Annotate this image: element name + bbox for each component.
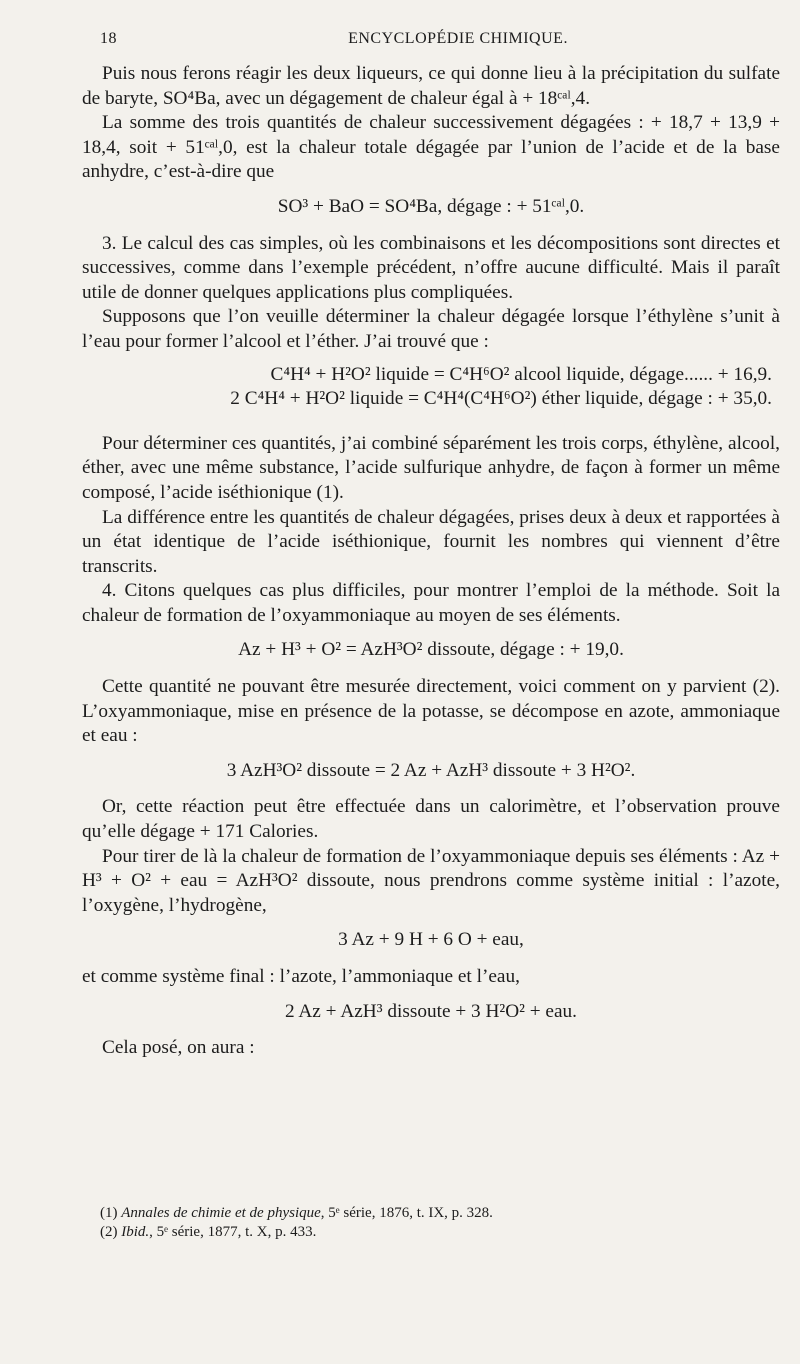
paragraph-difference: La différence entre les quantités de chaleur dégagées, prises deux à deux et rapportées à un état identique de l’acide iséthionique, fournit les nombres qui viennent d’être transcrits. [82, 506, 780, 577]
paragraph-conclusion: Cela posé, on aura : [102, 1037, 255, 1059]
footnote-1 [100, 1204, 770, 1223]
footnote-source: Ibid. [121, 1224, 150, 1240]
paragraph-section-3: 3. Le calcul des cas simples, où les combinaisons et les décompositions sont directes et successives, comme dans l’exemple précédent, n’offre aucune difficulté. Mais il paraît utile de donner quelques applications plus compliquées. [82, 232, 780, 303]
equation-oxyammonia-formation: Az + H³ + O² = AzH³O² dissoute, dégage : + 19,0. [238, 639, 624, 661]
paragraph-section-4: 4. Citons quelques cas plus difficiles, pour montrer l’emploi de la méthode. Soit la chaleur de formation de l’oxyammoniaque au moyen de ses éléments. [82, 580, 780, 626]
paragraph-final-system: et comme système final : l’azote, l’ammoniaque et l’eau, [82, 966, 520, 987]
footnotes [100, 1204, 770, 1242]
equation-ether: 2 C⁴H⁴ + H²O² liquide = C⁴H⁴(C⁴H⁶O²) éther liquide, dégage : + 35,0. [230, 388, 772, 410]
main-text [82, 62, 780, 1061]
paragraph-decomposition: Cette quantité ne pouvant être mesurée directement, voici comment on y parvient (2). L’oxyammoniaque, mise en présence de la potasse, se décompose en azote, ammoniaque et eau : [82, 676, 780, 747]
paragraph-ethylene: Supposons que l’on veuille déterminer la chaleur dégagée lorsque l’éthylène s’unit à l’eau pour former l’alcool et l’éther. J’ai trouvé que : [82, 306, 780, 352]
footnote-2 [100, 1223, 770, 1242]
footnote-mark: (2) [100, 1224, 118, 1240]
footnote-detail: , 5ᵉ série, 1877, t. X, p. 433. [149, 1224, 317, 1240]
paragraph-initial-system: Pour tirer de là la chaleur de formation de l’oxyammoniaque depuis ses éléments : Az + H³ + O² + eau = AzH³O² dissoute, nous prendrons comme système initial : l’azote, l’oxygène, l’hydrogène, [82, 845, 780, 916]
equation-group-ethylene [82, 363, 780, 412]
equation-baryte: SO³ + BaO = SO⁴Ba, dégage : + 51ᶜᵃˡ,0. [277, 195, 585, 217]
paragraph-isethionic: Pour déterminer ces quantités, j’ai combiné séparément les trois corps, éthylène, alcool, éther, avec une même substance, l’acide sulfurique anhydre, de façon à former un même composé, l’acide iséthionique (1). [82, 432, 780, 503]
equation-decomposition: 3 AzH³O² dissoute = 2 Az + AzH³ dissoute + 3 H²O². [226, 759, 636, 781]
footnote-mark: (1) [100, 1205, 118, 1221]
paragraph-precipitation: Puis nous ferons réagir les deux liqueurs, ce qui donne lieu à la précipitation du sulfate de baryte, SO⁴Ba, avec un dégagement de chaleur égal à + 18ᶜᵃˡ,4. [82, 63, 780, 109]
page-number: 18 [100, 30, 117, 47]
footnote-source: Annales de chimie et de physique [121, 1205, 321, 1221]
paragraph-heat-sum: La somme des trois quantités de chaleur successivement dégagées : + 18,7 + 13,9 + 18,4, soit + 51ᶜᵃˡ,0, est la chaleur totale dégagée par l’union de l’acide et de la base anhydre, c’est-à-dire que [82, 112, 780, 183]
equation-final-system: 2 Az + AzH³ dissoute + 3 H²O² + eau. [284, 1000, 577, 1022]
equation-alcohol: C⁴H⁴ + H²O² liquide = C⁴H⁶O² alcool liquide, dégage...... + 16,9. [270, 363, 772, 385]
equation-initial-system: 3 Az + 9 H + 6 O + eau, [338, 929, 524, 951]
page-header [100, 30, 776, 54]
footnote-detail: , 5ᵉ série, 1876, t. IX, p. 328. [320, 1205, 493, 1221]
paragraph-calorimeter: Or, cette réaction peut être effectuée dans un calorimètre, et l’observation prouve qu’elle dégage + 171 Calories. [82, 796, 780, 843]
running-title: ENCYCLOPÉDIE CHIMIQUE. [348, 30, 568, 47]
